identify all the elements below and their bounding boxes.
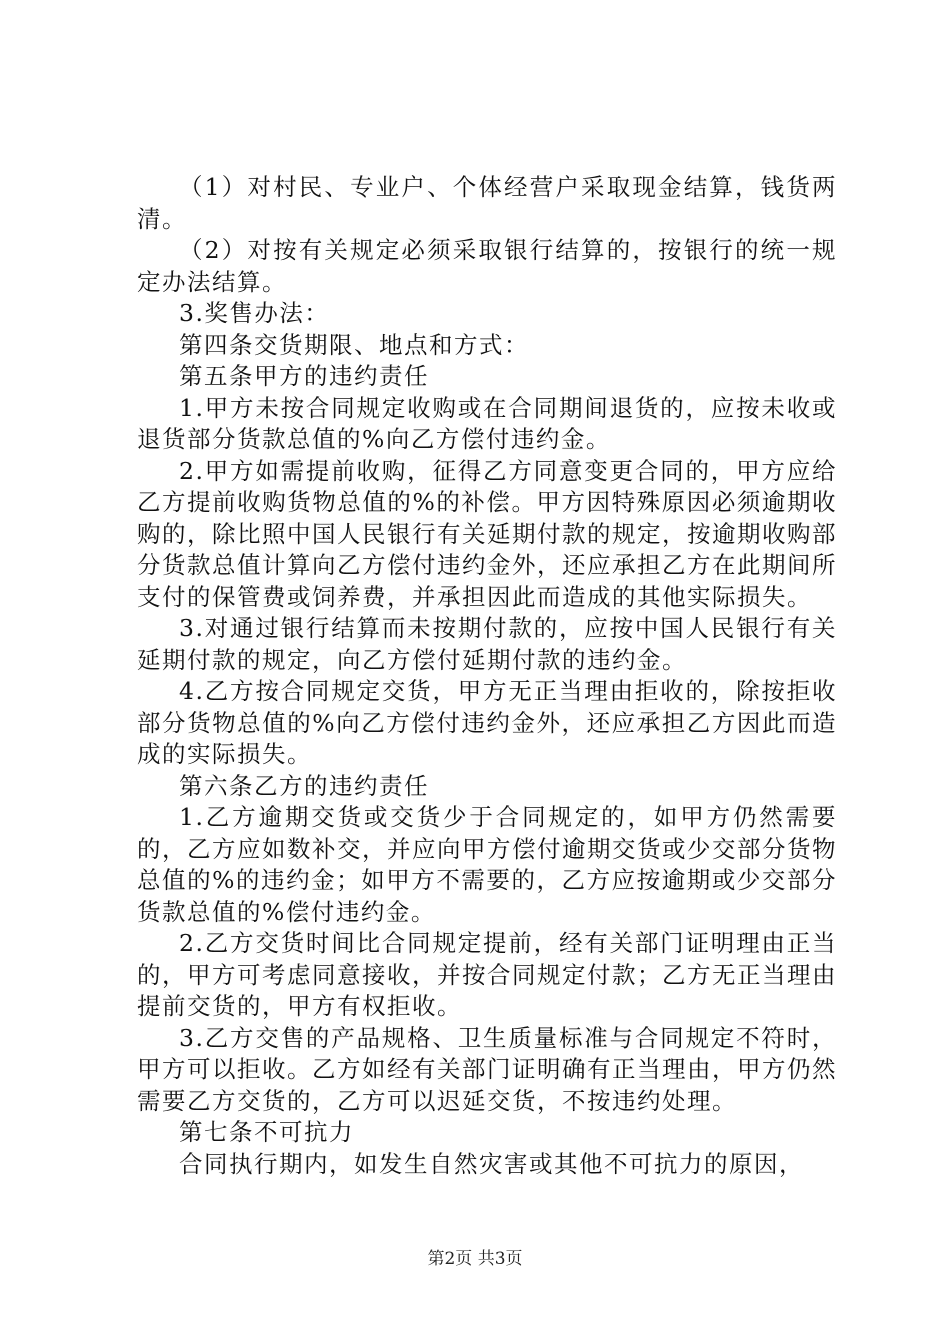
paragraph-settlement-cash: （1）对村民、专业户、个体经营户采取现金结算，钱货两清。: [137, 173, 837, 233]
document-body: [137, 172, 837, 1180]
article-6-clause-2: 2.乙方交货时间比合同规定提前，经有关部门证明理由正当的，甲方可考虑同意接收，并按合同规定付款；乙方无正当理由提前交货的，甲方有权拒收。: [137, 929, 837, 1020]
article-4-heading: 第四条交货期限、地点和方式：: [179, 330, 529, 359]
paragraph-incentive-method: 3.奖售办法：: [179, 299, 330, 327]
article-7-text: 合同执行期内，如发生自然灾害或其他不可抗力的原因，: [179, 1149, 804, 1178]
article-5-clause-2: 2.甲方如需提前收购，征得乙方同意变更合同的，甲方应给乙方提前收购货物总值的%的补偿。甲方因特殊原因必须逾期收购的，除比照中国人民银行有关延期付款的规定，按逾期收购部分货款总值计算向乙方偿付违约金外，还应承担乙方在此期间所支付的保管费或饲养费，并承担因此而造成的其他实际损失。: [137, 456, 837, 611]
article-6-heading: 第六条乙方的违约责任: [179, 771, 429, 800]
article-5-clause-1: 1.甲方未按合同规定收购或在合同期间退货的，应按未收或退货部分货款总值的%向乙方偿付违约金。: [137, 393, 837, 453]
article-6-clause-3: 3.乙方交售的产品规格、卫生质量标准与合同规定不符时，甲方可以拒收。乙方如经有关部门证明确有正当理由，甲方仍然需要乙方交货的，乙方可以迟延交货，不按违约处理。: [137, 1023, 837, 1115]
article-5-heading: 第五条甲方的违约责任: [179, 362, 429, 390]
article-5-clause-3: 3.对通过银行结算而未按期付款的，应按中国人民银行有关延期付款的规定，向乙方偿付延期付款的违约金。: [137, 614, 837, 674]
article-5-clause-4: 4.乙方按合同规定交货，甲方无正当理由拒收的，除按拒收部分货物总值的%向乙方偿付违约金外，还应承担乙方因此而造成的实际损失。: [137, 677, 837, 768]
page-number-footer: 第2页 共3页: [427, 1249, 523, 1269]
paragraph-settlement-bank: （2）对按有关规定必须采取银行结算的，按银行的统一规定办法结算。: [137, 236, 837, 296]
article-7-heading: 第七条不可抗力: [179, 1118, 354, 1146]
article-6-clause-1: 1.乙方逾期交货或交货少于合同规定的，如甲方仍然需要的，乙方应如数补交，并应向甲方偿付逾期交货或少交部分货物总值的%的违约金；如甲方不需要的，乙方应按逾期或少交部分货款总值的%偿付违约金。: [137, 803, 837, 926]
